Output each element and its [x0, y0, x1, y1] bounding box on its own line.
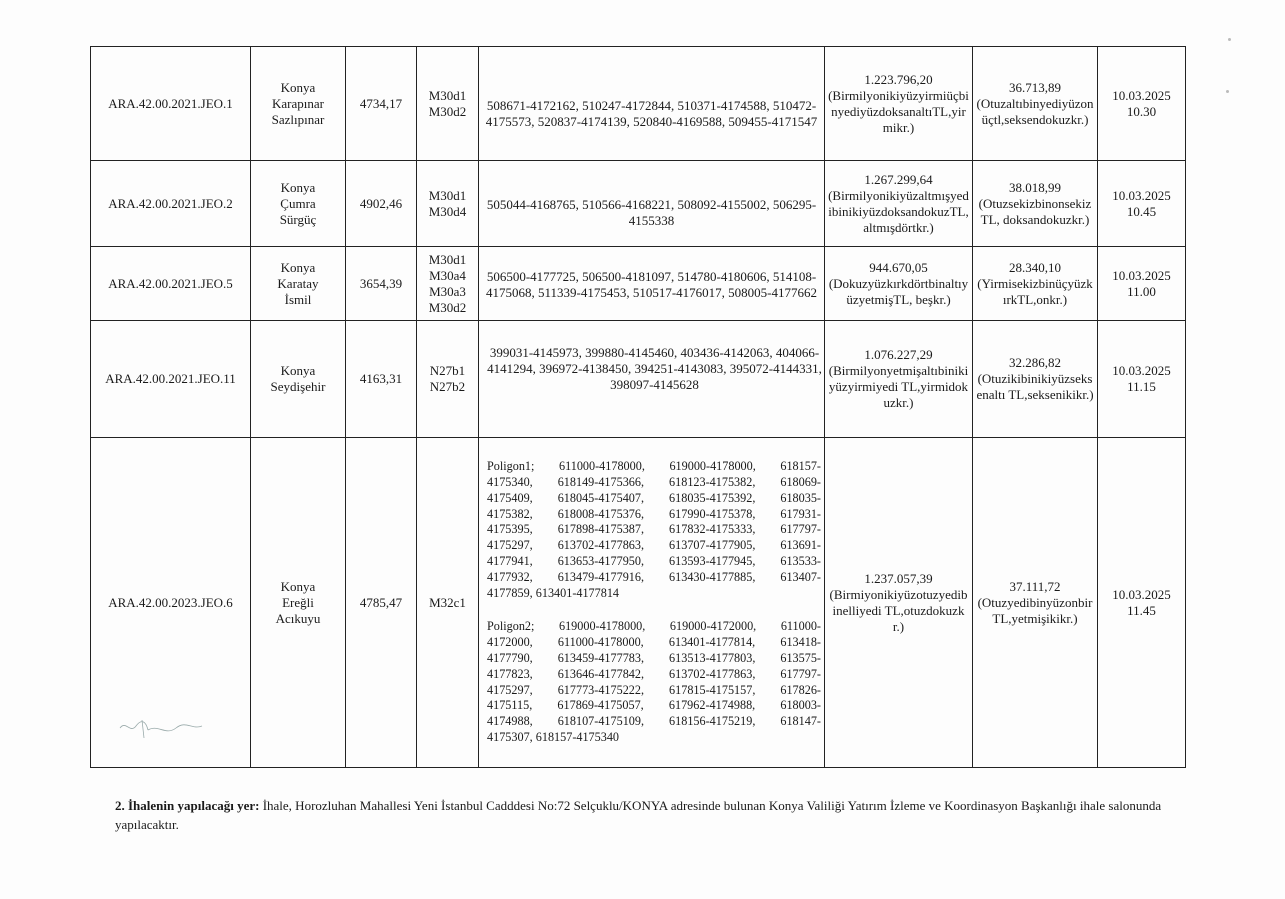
- guarantee-cell: [973, 247, 1098, 321]
- province: Konya: [280, 179, 316, 195]
- price-cell: [825, 161, 973, 247]
- table-row: [91, 47, 1186, 161]
- license-code: ARA.42.00.2021.JEO.1: [91, 47, 251, 161]
- price-words: (Birmiyonikiyüzotuzyedibinelliyedi TL,otuzdokuzkr.): [829, 586, 968, 634]
- province: Konya: [280, 578, 316, 594]
- tender-time: 10.45: [1126, 203, 1157, 219]
- location-cell: [251, 161, 346, 247]
- price-value: 1.223.796,20: [864, 71, 933, 87]
- sheet-id: M30d1: [428, 187, 467, 203]
- sheet-id: M30d1: [428, 251, 467, 267]
- coordinates: 505044-4168765, 510566-4168221, 508092-4155002, 506295-4155338: [479, 161, 825, 247]
- sheet-id: N27b2: [429, 379, 466, 394]
- datetime-cell: [1098, 161, 1186, 247]
- polygon-line: 4175307, 618157-4175340: [487, 730, 620, 745]
- sheet-id: N27b1: [429, 363, 466, 378]
- sheet-cell: [417, 438, 479, 768]
- datetime-cell: [1098, 321, 1186, 438]
- license-code: ARA.42.00.2021.JEO.5: [91, 247, 251, 321]
- sheet-id: M32c1: [429, 594, 466, 610]
- sheet-id: M30d4: [428, 203, 467, 219]
- table-row: [91, 247, 1186, 321]
- polygon-line: 4177932, 613479-4177916, 613430-4177885, 613407-: [487, 570, 821, 585]
- guarantee-words: (YirmisekizbinüçyüzkırkTL,onkr.): [977, 275, 1093, 307]
- area-value: 4734,17: [346, 47, 417, 161]
- guarantee-words: (Otuzaltıbinyediyüzonüçtl,seksendokuzkr.): [976, 95, 1094, 127]
- guarantee-cell: [973, 321, 1098, 438]
- location-cell: [251, 438, 346, 768]
- province: Konya: [280, 259, 316, 275]
- district: Karapınar: [272, 95, 324, 111]
- sheet-cell: [417, 321, 479, 438]
- tender-time: 11.45: [1127, 602, 1156, 618]
- price-value: 944.670,05: [869, 259, 928, 275]
- neighborhood: Acıkuyu: [275, 610, 321, 626]
- price-cell: [825, 247, 973, 321]
- neighborhood: Sürgüç: [279, 211, 317, 227]
- polygon-line: 4174988, 618107-4175109, 618156-4175219, 618147-: [487, 714, 821, 729]
- district: Seydişehir: [270, 379, 326, 394]
- tender-date: 10.03.2025: [1112, 187, 1171, 203]
- tender-time: 10.30: [1126, 103, 1157, 119]
- note-text: İhale, Horozluhan Mahallesi Yeni İstanbul Cadddesi No:72 Selçuklu/KONYA adresinde bulunan Konya Valiliği Yatırım İzleme ve Koordinasyon Başkanlığı ihale salonunda yapılacaktır.: [115, 798, 1162, 832]
- tender-time: 11.00: [1127, 283, 1156, 299]
- license-code: ARA.42.00.2021.JEO.2: [91, 161, 251, 247]
- tender-date: 10.03.2025: [1112, 586, 1171, 602]
- tender-date: 10.03.2025: [1112, 267, 1171, 283]
- guarantee-value: 36.713,89: [1009, 79, 1061, 95]
- polygon-line: 4175297, 613702-4177863, 613707-4177905, 613691-: [487, 538, 821, 553]
- area-value: 3654,39: [346, 247, 417, 321]
- location-cell: [251, 247, 346, 321]
- coordinates: 399031-4145973, 399880-4145460, 403436-4142063, 404066-4141294, 396972-4138450, 394251-4143083, 395072-4144331, 398097-4145628: [479, 321, 825, 438]
- datetime-cell: [1098, 438, 1186, 768]
- scan-speck: [1226, 90, 1229, 93]
- polygon-spacer: [487, 602, 821, 619]
- price-value: 1.076.227,29: [864, 347, 933, 362]
- price-cell: [825, 438, 973, 768]
- guarantee-cell: [973, 161, 1098, 247]
- province: Konya: [280, 363, 316, 378]
- table-row: [91, 321, 1186, 438]
- guarantee-words: (Otuzyedibinyüzonbir TL,yetmişikikr.): [977, 594, 1093, 626]
- datetime-cell: [1098, 47, 1186, 161]
- polygon-line: 4177790, 613459-4177783, 613513-4177803, 613575-: [487, 650, 821, 665]
- sheet-id: M30a4: [429, 267, 466, 283]
- guarantee-words: (Otuzikibinikiyüzseksenaltı TL,seksenikikr.): [976, 371, 1094, 402]
- price-words: (BirmilyonikiyüzaltmışyedibinikiyüzdoksandokuzTL, altmışdörtkr.): [828, 187, 969, 235]
- guarantee-cell: [973, 438, 1098, 768]
- polygon-line: 4175115, 617869-4175057, 617962-4174988, 618003-: [487, 698, 821, 713]
- tender-location-note: [115, 796, 1190, 834]
- guarantee-value: 38.018,99: [1009, 179, 1061, 195]
- neighborhood: İsmil: [284, 291, 312, 307]
- polygon-line: 4177941, 613653-4177950, 613593-4177945, 613533-: [487, 554, 821, 569]
- guarantee-cell: [973, 47, 1098, 161]
- polygon-line: 4177859, 613401-4177814: [487, 586, 620, 601]
- polygon-line: Poligon2; 619000-4178000, 619000-4172000, 611000-: [487, 618, 821, 633]
- coordinates: 508671-4172162, 510247-4172844, 510371-4174588, 510472-4175573, 520837-4174139, 520840-4169588, 509455-4171547: [479, 47, 825, 161]
- guarantee-value: 37.111,72: [1009, 578, 1061, 594]
- tender-table: [90, 46, 1186, 768]
- polygon-line: 4175382, 618008-4175376, 617990-4175378, 617931-: [487, 506, 821, 521]
- guarantee-value: 32.286,82: [1009, 355, 1061, 370]
- sheet-cell: [417, 161, 479, 247]
- datetime-cell: [1098, 247, 1186, 321]
- guarantee-words: (Otuzsekizbinonsekiz TL, doksandokuzkr.): [978, 195, 1092, 227]
- polygon-line: 4175395, 617898-4175387, 617832-4175333, 617797-: [487, 522, 821, 537]
- price-cell: [825, 47, 973, 161]
- polygon-line: 4175340, 618149-4175366, 618123-4175382, 618069-: [487, 474, 821, 489]
- tender-date: 10.03.2025: [1112, 87, 1171, 103]
- location-cell: [251, 321, 346, 438]
- neighborhood: Sazlıpınar: [271, 111, 325, 127]
- price-cell: [825, 321, 973, 438]
- table-row: [91, 438, 1186, 768]
- district: Ereğli: [282, 594, 314, 610]
- polygon-line: 4172000, 611000-4178000, 613401-4177814, 613418-: [487, 634, 821, 649]
- polygon-line: 4177823, 613646-4177842, 613702-4177863, 617797-: [487, 666, 821, 681]
- coordinates: 506500-4177725, 506500-4181097, 514780-4180606, 514108-4175068, 511339-4175453, 510517-4176017, 508005-4177662: [479, 247, 825, 321]
- price-value: 1.267.299,64: [864, 171, 933, 187]
- polygon-coordinates: [479, 438, 825, 768]
- price-words: (BirmilyonikiyüzyirmiüçbinyediyüzdoksanaltıTL,yirmikr.): [828, 87, 969, 135]
- location-cell: [251, 47, 346, 161]
- polygon-line: 4175409, 618045-4175407, 618035-4175392, 618035-: [487, 490, 821, 505]
- scan-speck: [1228, 38, 1231, 41]
- tender-time: 11.15: [1127, 379, 1156, 394]
- price-value: 1.237.057,39: [864, 570, 933, 586]
- sheet-id: M30a3: [429, 283, 466, 299]
- license-code: ARA.42.00.2023.JEO.6: [91, 438, 251, 768]
- tender-date: 10.03.2025: [1112, 363, 1171, 378]
- sheet-id: M30d1: [428, 87, 467, 103]
- table-row: [91, 161, 1186, 247]
- guarantee-value: 28.340,10: [1009, 259, 1061, 275]
- price-words: (Birmilyonyetmişaltıbinikiyüzyirmiyedi TL,yirmidokuzkr.): [828, 363, 969, 410]
- sheet-cell: [417, 247, 479, 321]
- price-words: (DokuzyüzkırkdörtbinaltıyüzyetmişTL, beşkr.): [828, 275, 969, 307]
- sheet-cell: [417, 47, 479, 161]
- district: Çumra: [280, 195, 316, 211]
- sheet-id: M30d2: [428, 299, 467, 315]
- sheet-id: M30d2: [428, 103, 467, 119]
- polygon-line: 4175297, 617773-4175222, 617815-4175157, 617826-: [487, 682, 821, 697]
- polygon-line: Poligon1; 611000-4178000, 619000-4178000, 618157-: [487, 458, 821, 473]
- signature-scribble: [118, 716, 208, 740]
- note-label: 2. İhalenin yapılacağı yer:: [115, 798, 260, 813]
- province: Konya: [280, 79, 316, 95]
- license-code: ARA.42.00.2021.JEO.11: [91, 321, 251, 438]
- area-value: 4163,31: [346, 321, 417, 438]
- area-value: 4785,47: [346, 438, 417, 768]
- district: Karatay: [277, 275, 319, 291]
- area-value: 4902,46: [346, 161, 417, 247]
